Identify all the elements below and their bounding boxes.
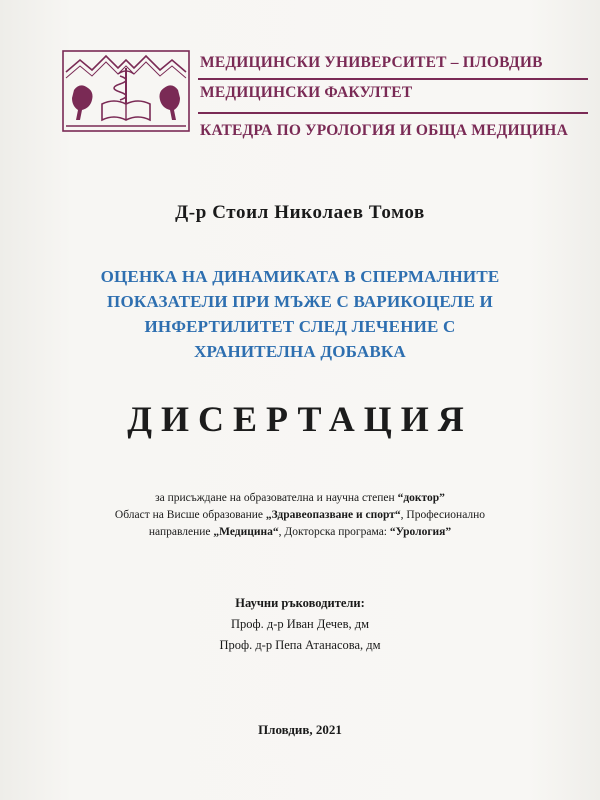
award-line-1 xyxy=(80,490,520,507)
header-rule-1 xyxy=(198,78,588,80)
program-name: “Урология” xyxy=(389,526,452,538)
header-rule-2 xyxy=(198,112,588,114)
direction-prefix: направление xyxy=(148,526,214,538)
faculty-name: МЕДИЦИНСКИ ФАКУЛТЕТ xyxy=(200,84,413,101)
award-line-2 xyxy=(80,507,520,524)
title-line: ПОКАЗАТЕЛИ ПРИ МЪЖЕ С ВАРИКОЦЕЛЕ И xyxy=(107,292,493,311)
degree-award-text xyxy=(80,490,520,541)
author-name: Д-р Стоил Николаев Томов xyxy=(175,202,425,223)
title-line: ХРАНИТЕЛНА ДОБАВКА xyxy=(194,342,406,361)
degree-name: “доктор” xyxy=(397,492,445,504)
supervisor-name: Проф. д-р Пепа Атанасова, дм xyxy=(219,638,381,652)
field-suffix: , Професионално xyxy=(400,509,486,521)
department-name: КАТЕДРА ПО УРОЛОГИЯ И ОБЩА МЕДИЦИНА xyxy=(200,122,568,139)
place-and-year: Пловдив, 2021 xyxy=(258,722,342,737)
university-crest-icon xyxy=(62,50,190,132)
title-line: ИНФЕРТИЛИТЕТ СЛЕД ЛЕЧЕНИЕ С xyxy=(144,317,456,336)
supervisors-heading: Научни ръководители: xyxy=(235,596,365,610)
title-line: ОЦЕНКА НА ДИНАМИКАТА В СПЕРМАЛНИТЕ xyxy=(100,267,500,286)
university-header xyxy=(62,42,592,142)
university-name: МЕДИЦИНСКИ УНИВЕРСИТЕТ – ПЛОВДИВ xyxy=(200,54,543,71)
field-prefix: Област на Висше образование xyxy=(114,509,266,521)
supervisor-name: Проф. д-р Иван Дечев, дм xyxy=(230,617,370,631)
field-name: „Здравеопазване и спорт“ xyxy=(265,509,401,521)
award-prefix: за присъждане на образователна и научна степен xyxy=(155,492,398,504)
direction-name: „Медицина“ xyxy=(213,526,279,538)
document-type: ДИСЕРТАЦИЯ xyxy=(127,399,473,439)
dissertation-title xyxy=(70,264,530,364)
program-prefix: , Докторска програма: xyxy=(278,526,390,538)
award-line-3 xyxy=(80,524,520,541)
